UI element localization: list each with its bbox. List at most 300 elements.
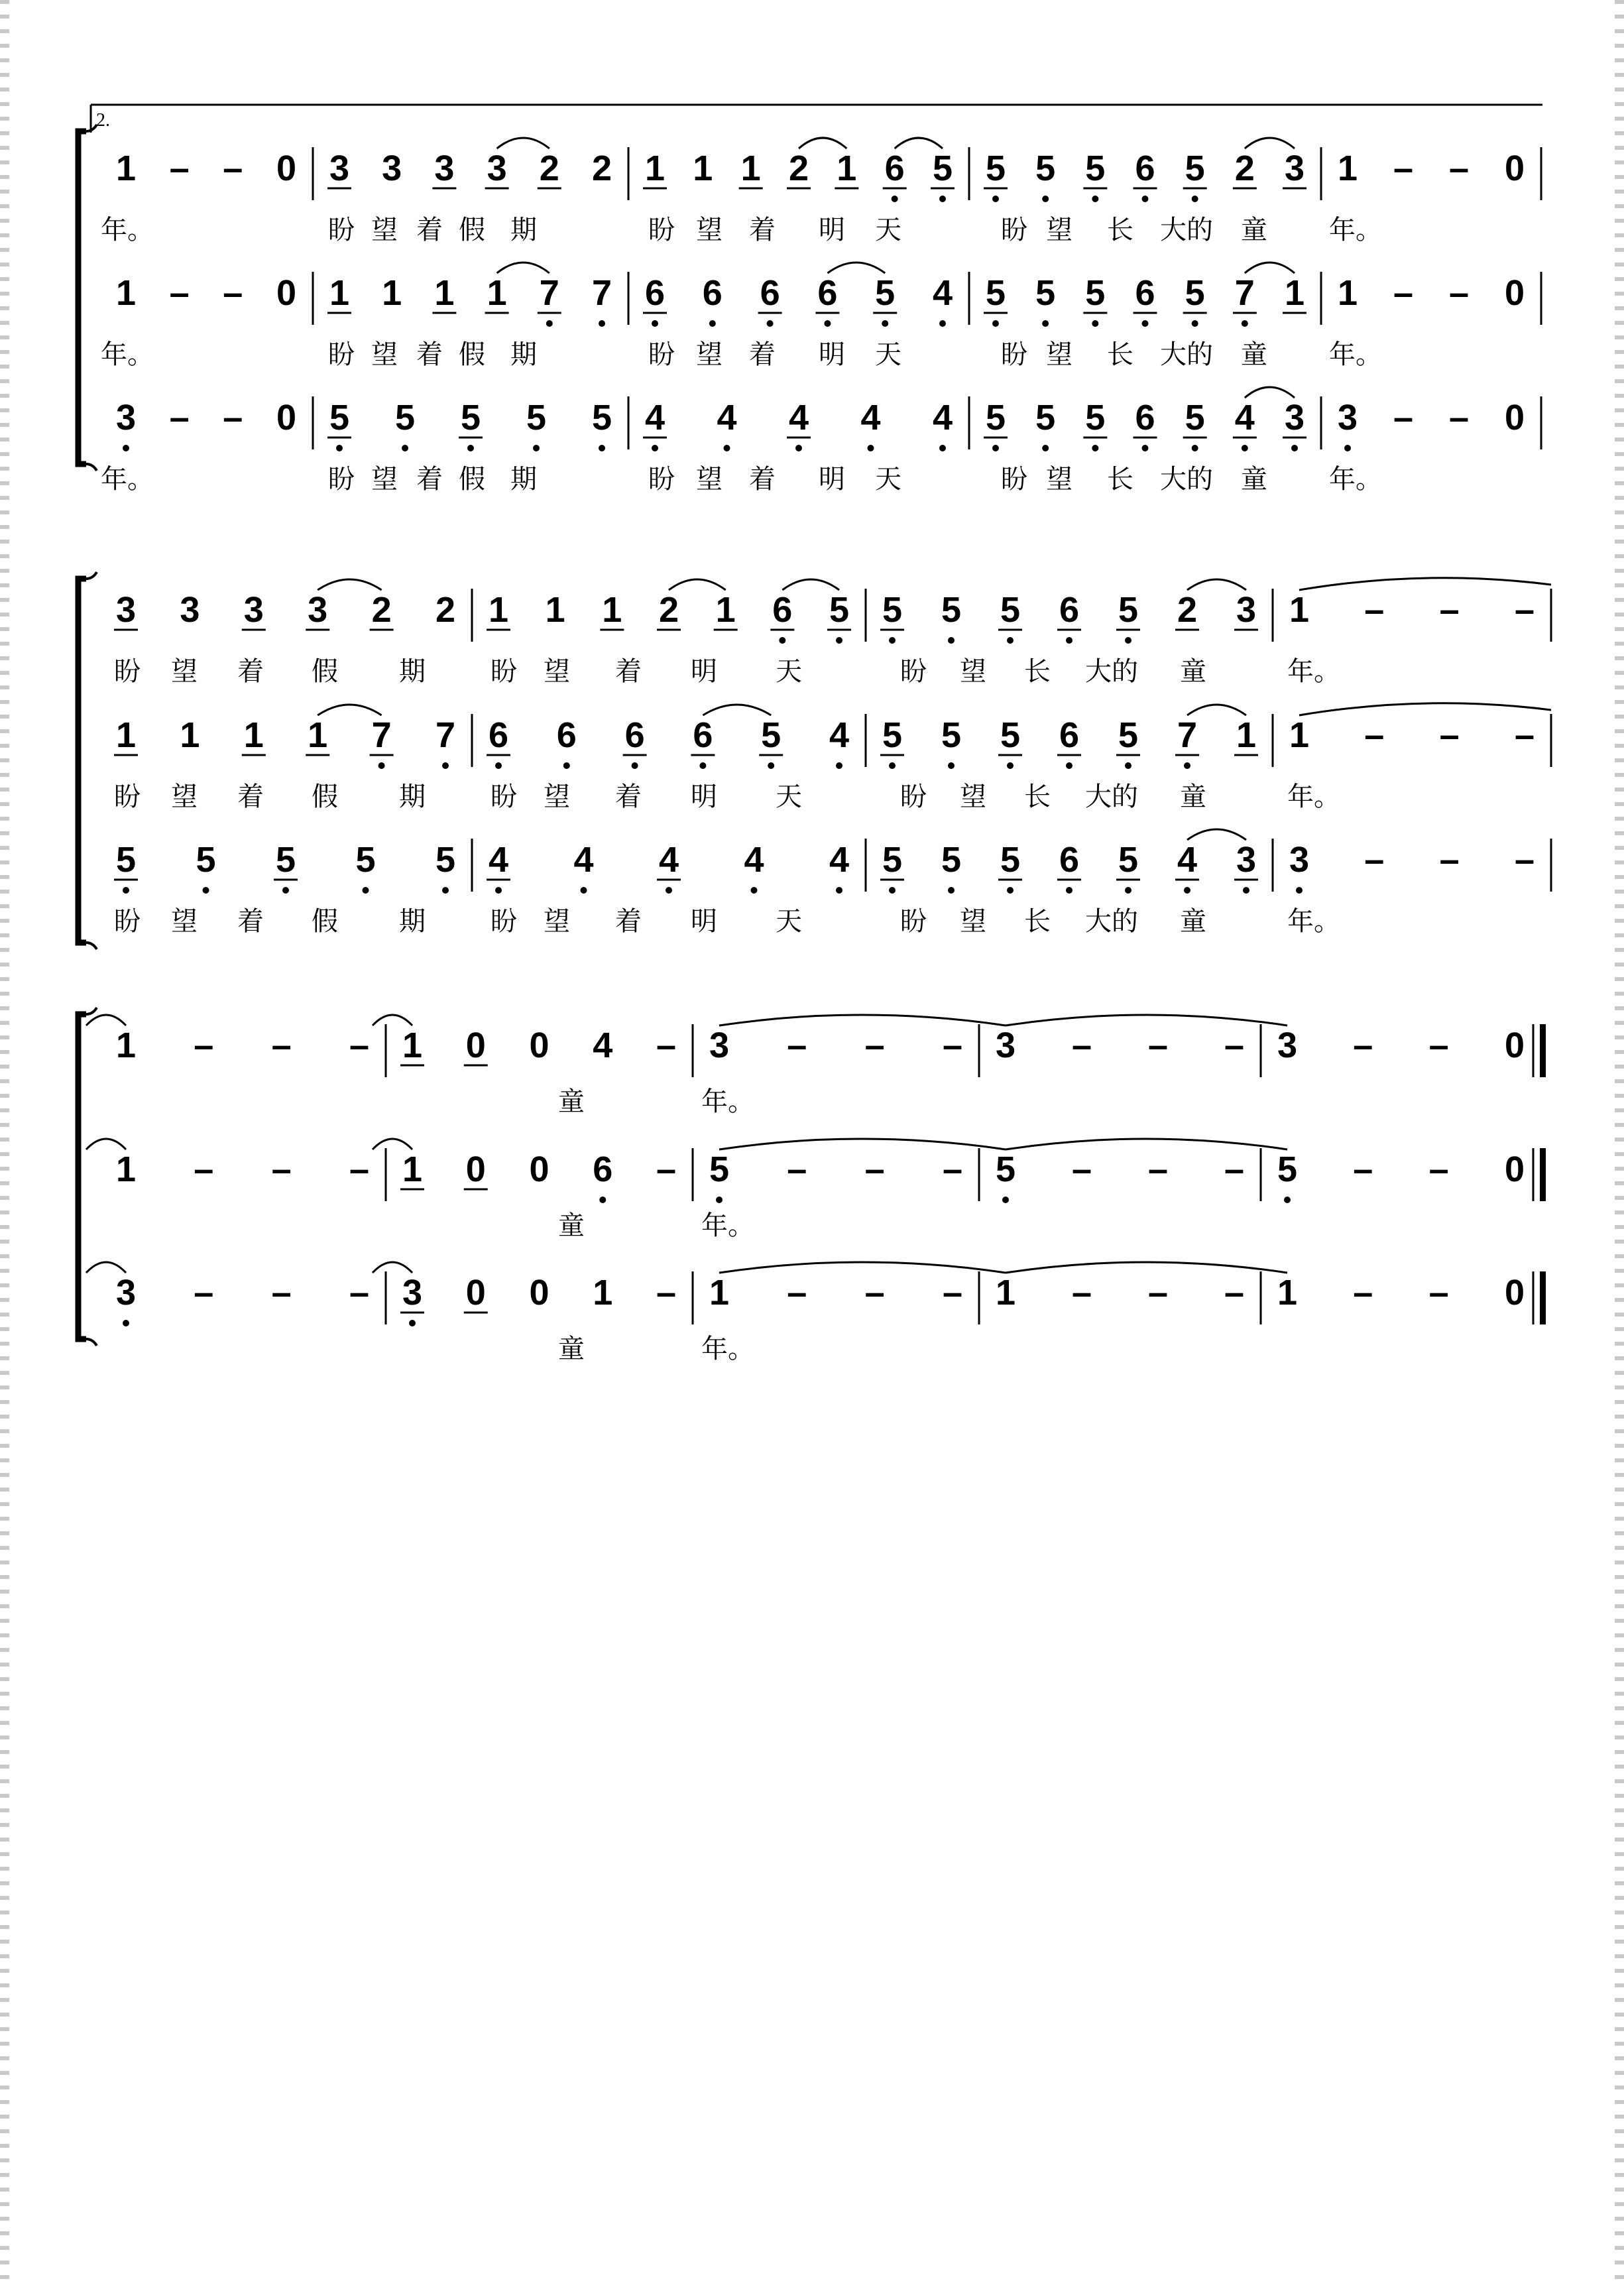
lyric-syllable: 着	[749, 464, 776, 495]
note-3: 3	[382, 148, 402, 188]
note-1: 1	[402, 1149, 423, 1189]
low-octave-dot	[1042, 196, 1049, 202]
note-1: 1	[644, 148, 666, 188]
low-octave-dot	[892, 196, 898, 202]
slur-continued	[1299, 703, 1551, 715]
low-octave-dot	[409, 1320, 416, 1326]
lyric-syllable: 期	[510, 339, 537, 370]
lyric-syllable: 天	[875, 464, 901, 495]
note-3: 3	[1236, 840, 1257, 880]
lyric-syllable: 长	[1024, 782, 1051, 812]
slur	[669, 579, 726, 590]
lyric-syllable: 期	[399, 656, 426, 687]
low-octave-dot	[836, 762, 842, 769]
dash-mark: –	[194, 1026, 214, 1065]
lyric-syllable: 望	[371, 215, 398, 245]
dash-mark: –	[942, 1149, 963, 1189]
note-4: 4	[932, 273, 953, 313]
note-1: 1	[115, 715, 137, 755]
note-1: 1	[115, 148, 137, 188]
lyric-syllable: 盼	[328, 215, 355, 245]
lyric-syllable: 年。	[101, 464, 154, 495]
left-perforated-edge	[0, 0, 9, 2284]
note-5: 5	[882, 590, 903, 630]
note-3: 3	[180, 590, 200, 630]
note-5: 5	[882, 840, 903, 880]
note-0: 0	[1504, 273, 1525, 313]
low-octave-dot	[768, 762, 774, 769]
note-5: 5	[329, 398, 350, 438]
slur	[373, 1139, 412, 1149]
note-4: 4	[593, 1026, 613, 1065]
note-0: 0	[1504, 398, 1525, 438]
measure-3	[643, 398, 953, 451]
note-3: 3	[1289, 840, 1310, 880]
note-4: 4	[1234, 398, 1255, 438]
slur-continued	[1299, 578, 1551, 590]
voice-part-1	[86, 1015, 1546, 1117]
measure-2	[373, 1262, 676, 1326]
slur	[86, 1015, 126, 1026]
low-octave-dot	[599, 445, 605, 451]
low-octave-dot	[1184, 762, 1190, 769]
note-1: 1	[382, 273, 402, 313]
low-octave-dot	[282, 887, 289, 894]
dash-mark: –	[1224, 1149, 1245, 1189]
low-octave-dot	[1192, 196, 1198, 202]
dash-mark: –	[1428, 1149, 1449, 1189]
note-1: 1	[1337, 148, 1358, 188]
low-octave-dot	[1066, 762, 1073, 769]
note-6: 6	[702, 273, 723, 313]
lyric-syllable: 望	[960, 656, 986, 687]
low-octave-dot	[442, 887, 449, 894]
note-6: 6	[760, 273, 780, 313]
dash-mark: –	[1147, 1149, 1169, 1189]
measure-2	[487, 705, 849, 769]
note-6: 6	[624, 715, 645, 755]
measure-2	[487, 840, 849, 894]
dash-mark: –	[656, 1149, 677, 1189]
note-3: 3	[709, 1026, 730, 1065]
note-0: 0	[529, 1149, 550, 1189]
lyric-syllable: 年。	[1329, 215, 1382, 245]
lyric-syllable: 望	[696, 464, 723, 495]
lyric-syllable: 盼	[491, 782, 517, 812]
note-7: 7	[371, 715, 392, 755]
note-0: 0	[465, 1273, 486, 1313]
lyric-syllable: 童	[1180, 656, 1206, 687]
note-6: 6	[556, 715, 577, 755]
lyric-syllable: 年。	[701, 1334, 754, 1364]
note-5: 5	[275, 840, 296, 880]
note-5: 5	[1118, 840, 1139, 880]
note-6: 6	[488, 715, 509, 755]
lyric-syllable: 着	[749, 339, 776, 370]
note-1: 1	[837, 148, 857, 188]
lyric-syllable: 明	[819, 464, 845, 495]
low-octave-dot	[1042, 320, 1049, 327]
slur	[719, 1139, 1006, 1149]
low-octave-dot	[1142, 320, 1149, 327]
lyric-syllable: 盼	[328, 339, 355, 370]
lyric-syllable: 望	[544, 906, 570, 937]
note-6: 6	[1059, 715, 1080, 755]
low-octave-dot	[1125, 637, 1131, 644]
lyric-syllable: 年。	[1287, 906, 1340, 937]
low-octave-dot	[699, 762, 706, 769]
note-5: 5	[394, 398, 416, 438]
measure-2	[327, 398, 612, 451]
dash-mark: –	[1428, 1026, 1449, 1065]
note-1: 1	[1289, 715, 1310, 755]
note-6: 6	[644, 273, 666, 313]
slur	[827, 263, 885, 273]
note-2: 2	[1177, 590, 1198, 630]
dash-mark: –	[271, 1026, 292, 1065]
note-5: 5	[591, 398, 612, 438]
note-0: 0	[529, 1026, 550, 1065]
note-1: 1	[1277, 1273, 1298, 1313]
dash-mark: –	[271, 1273, 292, 1313]
note-3: 3	[1337, 398, 1358, 438]
note-5: 5	[882, 715, 903, 755]
low-octave-dot	[1007, 762, 1014, 769]
note-0: 0	[276, 148, 297, 188]
note-5: 5	[196, 840, 216, 880]
lyric-syllable: 童	[1180, 906, 1206, 937]
measure-2	[373, 1015, 676, 1065]
lyric-syllable: 望	[1046, 215, 1073, 245]
lyric-syllable: 望	[171, 906, 198, 937]
note-4: 4	[744, 840, 764, 880]
note-1: 1	[115, 1026, 137, 1065]
note-1: 1	[402, 1026, 423, 1065]
lyric-syllable: 天	[875, 215, 901, 245]
note-5: 5	[932, 148, 953, 188]
low-octave-dot	[1344, 445, 1351, 451]
dash-mark: –	[194, 1149, 214, 1189]
note-5: 5	[1185, 398, 1205, 438]
dash-mark: –	[1428, 1273, 1449, 1313]
lyric-syllable: 望	[696, 339, 723, 370]
note-5: 5	[709, 1149, 730, 1189]
note-4: 4	[488, 840, 509, 880]
low-octave-dot	[533, 445, 540, 451]
lyric-syllable: 大的	[1085, 906, 1138, 937]
measure-3	[643, 138, 955, 202]
dash-mark: –	[1393, 148, 1414, 188]
low-octave-dot	[1002, 1197, 1009, 1203]
note-1: 1	[487, 273, 507, 313]
note-3: 3	[1236, 590, 1257, 630]
dash-mark: –	[349, 1149, 370, 1189]
lyric-syllable: 童	[558, 1210, 585, 1241]
dash-mark: –	[1439, 715, 1460, 755]
slur	[1187, 705, 1246, 715]
slur	[1006, 1262, 1287, 1273]
dash-mark: –	[864, 1149, 885, 1189]
lyric-syllable: 望	[171, 782, 198, 812]
measure-1	[86, 1139, 369, 1189]
lyric-syllable: 期	[399, 782, 426, 812]
note-5: 5	[526, 398, 547, 438]
note-4: 4	[573, 840, 594, 880]
low-octave-dot	[992, 196, 999, 202]
lyric-syllable: 明	[819, 339, 845, 370]
low-octave-dot	[1125, 887, 1131, 894]
lyric-syllable: 大的	[1160, 339, 1213, 370]
low-octave-dot	[1192, 320, 1198, 327]
note-4: 4	[860, 398, 881, 438]
low-octave-dot	[1092, 196, 1098, 202]
lyric-syllable: 年。	[1287, 782, 1340, 812]
voice-part-2	[114, 703, 1551, 812]
low-octave-dot	[123, 887, 129, 894]
slur	[782, 579, 839, 590]
lyric-syllable: 大的	[1160, 215, 1213, 245]
low-octave-dot	[1296, 887, 1303, 894]
system-1	[78, 125, 1541, 495]
note-2: 2	[591, 148, 612, 188]
lyric-syllable: 望	[171, 656, 198, 687]
note-1: 1	[329, 273, 350, 313]
slur	[719, 1015, 1006, 1026]
measure-3	[880, 829, 1258, 894]
lyric-syllable: 明	[691, 906, 717, 937]
note-1: 1	[602, 590, 622, 630]
note-5: 5	[1185, 273, 1205, 313]
measure-1	[116, 398, 296, 451]
note-5: 5	[1118, 590, 1139, 630]
dash-mark: –	[1147, 1273, 1169, 1313]
low-octave-dot	[889, 637, 896, 644]
lyric-syllable: 盼	[648, 339, 675, 370]
lyric-syllable: 望	[1046, 339, 1073, 370]
note-3: 3	[1277, 1026, 1298, 1065]
slur	[719, 1262, 1006, 1273]
measure-4	[984, 387, 1306, 451]
low-octave-dot	[709, 320, 716, 327]
lyric-syllable: 望	[371, 339, 398, 370]
low-octave-dot	[632, 762, 638, 769]
low-octave-dot	[1242, 445, 1248, 451]
lyric-syllable: 着	[615, 656, 642, 687]
dash-mark: –	[223, 148, 243, 188]
dash-mark: –	[1448, 148, 1470, 188]
lyric-syllable: 盼	[1001, 464, 1027, 495]
dash-mark: –	[1393, 273, 1414, 313]
low-octave-dot	[1042, 445, 1049, 451]
low-octave-dot	[378, 762, 385, 769]
lyric-syllable: 着	[615, 782, 642, 812]
dash-mark: –	[1448, 273, 1470, 313]
voice-part-2	[101, 263, 1541, 370]
bracket-hook	[86, 1008, 97, 1346]
measure-2	[327, 263, 612, 327]
slur	[703, 705, 771, 715]
note-5: 5	[1035, 398, 1056, 438]
note-4: 4	[829, 840, 850, 880]
note-1: 1	[1236, 715, 1257, 755]
low-octave-dot	[363, 887, 369, 894]
lyric-syllable: 盼	[1001, 215, 1027, 245]
note-5: 5	[1085, 148, 1106, 188]
note-1: 1	[593, 1273, 613, 1313]
dash-mark: –	[1364, 840, 1385, 880]
note-6: 6	[1135, 273, 1155, 313]
dash-mark: –	[1364, 590, 1385, 630]
dash-mark: –	[942, 1026, 963, 1065]
lyric-syllable: 明	[691, 782, 717, 812]
low-octave-dot	[495, 762, 502, 769]
lyric-syllable: 大的	[1085, 656, 1138, 687]
note-5: 5	[115, 840, 137, 880]
lyric-syllable: 着	[615, 906, 642, 937]
low-octave-dot	[563, 762, 570, 769]
note-3: 3	[115, 398, 137, 438]
lyric-syllable: 着	[416, 339, 443, 370]
lyric-syllable: 年。	[101, 215, 154, 245]
note-5: 5	[875, 273, 896, 313]
note-0: 0	[465, 1149, 486, 1189]
dash-mark: –	[1071, 1149, 1092, 1189]
lyric-syllable: 期	[399, 906, 426, 937]
note-6: 6	[693, 715, 713, 755]
note-5: 5	[1085, 398, 1106, 438]
lyric-syllable: 盼	[648, 464, 675, 495]
voice-part-2	[86, 1139, 1546, 1241]
low-octave-dot	[123, 445, 129, 451]
low-octave-dot	[546, 320, 553, 327]
note-0: 0	[1504, 1026, 1525, 1065]
measure-1	[116, 273, 296, 313]
lyric-syllable: 长	[1024, 656, 1051, 687]
note-4: 4	[1177, 840, 1198, 880]
lyric-syllable: 盼	[491, 906, 517, 937]
note-2: 2	[658, 590, 679, 630]
slur	[373, 1262, 412, 1273]
dash-mark: –	[169, 273, 190, 313]
note-2: 2	[435, 590, 456, 630]
bracket-hook	[86, 125, 97, 471]
lyric-syllable: 明	[819, 215, 845, 245]
measure-1	[116, 148, 296, 188]
measure-3	[880, 705, 1258, 769]
slur	[86, 1139, 126, 1149]
volta-bracket	[91, 105, 1542, 133]
measure-4	[984, 263, 1306, 327]
low-octave-dot	[882, 320, 888, 327]
dash-mark: –	[1514, 590, 1535, 630]
note-6: 6	[884, 148, 905, 188]
note-5: 5	[829, 590, 850, 630]
low-octave-dot	[1092, 445, 1098, 451]
dash-mark: –	[1393, 398, 1414, 438]
note-5: 5	[1000, 590, 1021, 630]
low-octave-dot	[203, 887, 209, 894]
lyric-syllable: 着	[237, 656, 264, 687]
note-1: 1	[1289, 590, 1310, 630]
note-3: 3	[402, 1273, 423, 1313]
dash-mark: –	[1514, 840, 1535, 880]
slur	[86, 1262, 126, 1273]
final-barline-thick	[1540, 1024, 1546, 1077]
dash-mark: –	[349, 1273, 370, 1313]
lyric-syllable: 天	[776, 906, 802, 937]
note-4: 4	[717, 398, 737, 438]
low-octave-dot	[889, 762, 896, 769]
note-3: 3	[308, 590, 328, 630]
note-5: 5	[460, 398, 481, 438]
dash-mark: –	[169, 398, 190, 438]
note-2: 2	[539, 148, 559, 188]
dash-mark: –	[1353, 1026, 1373, 1065]
voice-part-3	[114, 829, 1551, 937]
dash-mark: –	[1071, 1273, 1092, 1313]
lyric-syllable: 假	[459, 339, 485, 370]
lyric-syllable: 长	[1107, 464, 1133, 495]
lyric-syllable: 望	[544, 656, 570, 687]
note-1: 1	[115, 273, 137, 313]
measure-3	[709, 1273, 962, 1313]
note-1: 1	[243, 715, 264, 755]
system-bracket	[78, 579, 86, 943]
dash-mark: –	[787, 1273, 807, 1313]
slur	[799, 138, 846, 148]
low-octave-dot	[1066, 887, 1073, 894]
low-octave-dot	[123, 1320, 129, 1326]
note-4: 4	[932, 398, 953, 438]
low-octave-dot	[599, 320, 605, 327]
low-octave-dot	[948, 637, 955, 644]
measure-5	[1338, 398, 1525, 451]
measure-2	[487, 579, 851, 644]
low-octave-dot	[467, 445, 474, 451]
lyric-syllable: 年。	[101, 339, 154, 370]
dash-mark: –	[656, 1026, 677, 1065]
lyric-syllable: 假	[312, 656, 338, 687]
slur	[1245, 138, 1295, 148]
note-5: 5	[1277, 1149, 1298, 1189]
note-5: 5	[995, 1149, 1016, 1189]
dash-mark: –	[1364, 715, 1385, 755]
dash-mark: –	[194, 1273, 214, 1313]
dash-mark: –	[864, 1273, 885, 1313]
note-5: 5	[1000, 840, 1021, 880]
note-5: 5	[941, 840, 962, 880]
low-octave-dot	[1242, 320, 1248, 327]
low-octave-dot	[716, 1197, 723, 1203]
low-octave-dot	[1192, 445, 1198, 451]
low-octave-dot	[868, 445, 874, 451]
low-octave-dot	[1092, 320, 1098, 327]
lyric-syllable: 年。	[1329, 464, 1382, 495]
lyric-syllable: 童	[558, 1086, 585, 1117]
low-octave-dot	[495, 887, 502, 894]
note-0: 0	[1504, 148, 1525, 188]
low-octave-dot	[1291, 445, 1298, 451]
note-3: 3	[115, 1273, 137, 1313]
lyric-syllable: 长	[1107, 215, 1133, 245]
lyric-syllable: 望	[371, 464, 398, 495]
lyric-syllable: 望	[960, 906, 986, 937]
voice-part-3	[101, 387, 1541, 495]
low-octave-dot	[1243, 887, 1249, 894]
low-octave-dot	[652, 320, 658, 327]
note-6: 6	[593, 1149, 613, 1189]
measure-5	[1338, 273, 1525, 313]
